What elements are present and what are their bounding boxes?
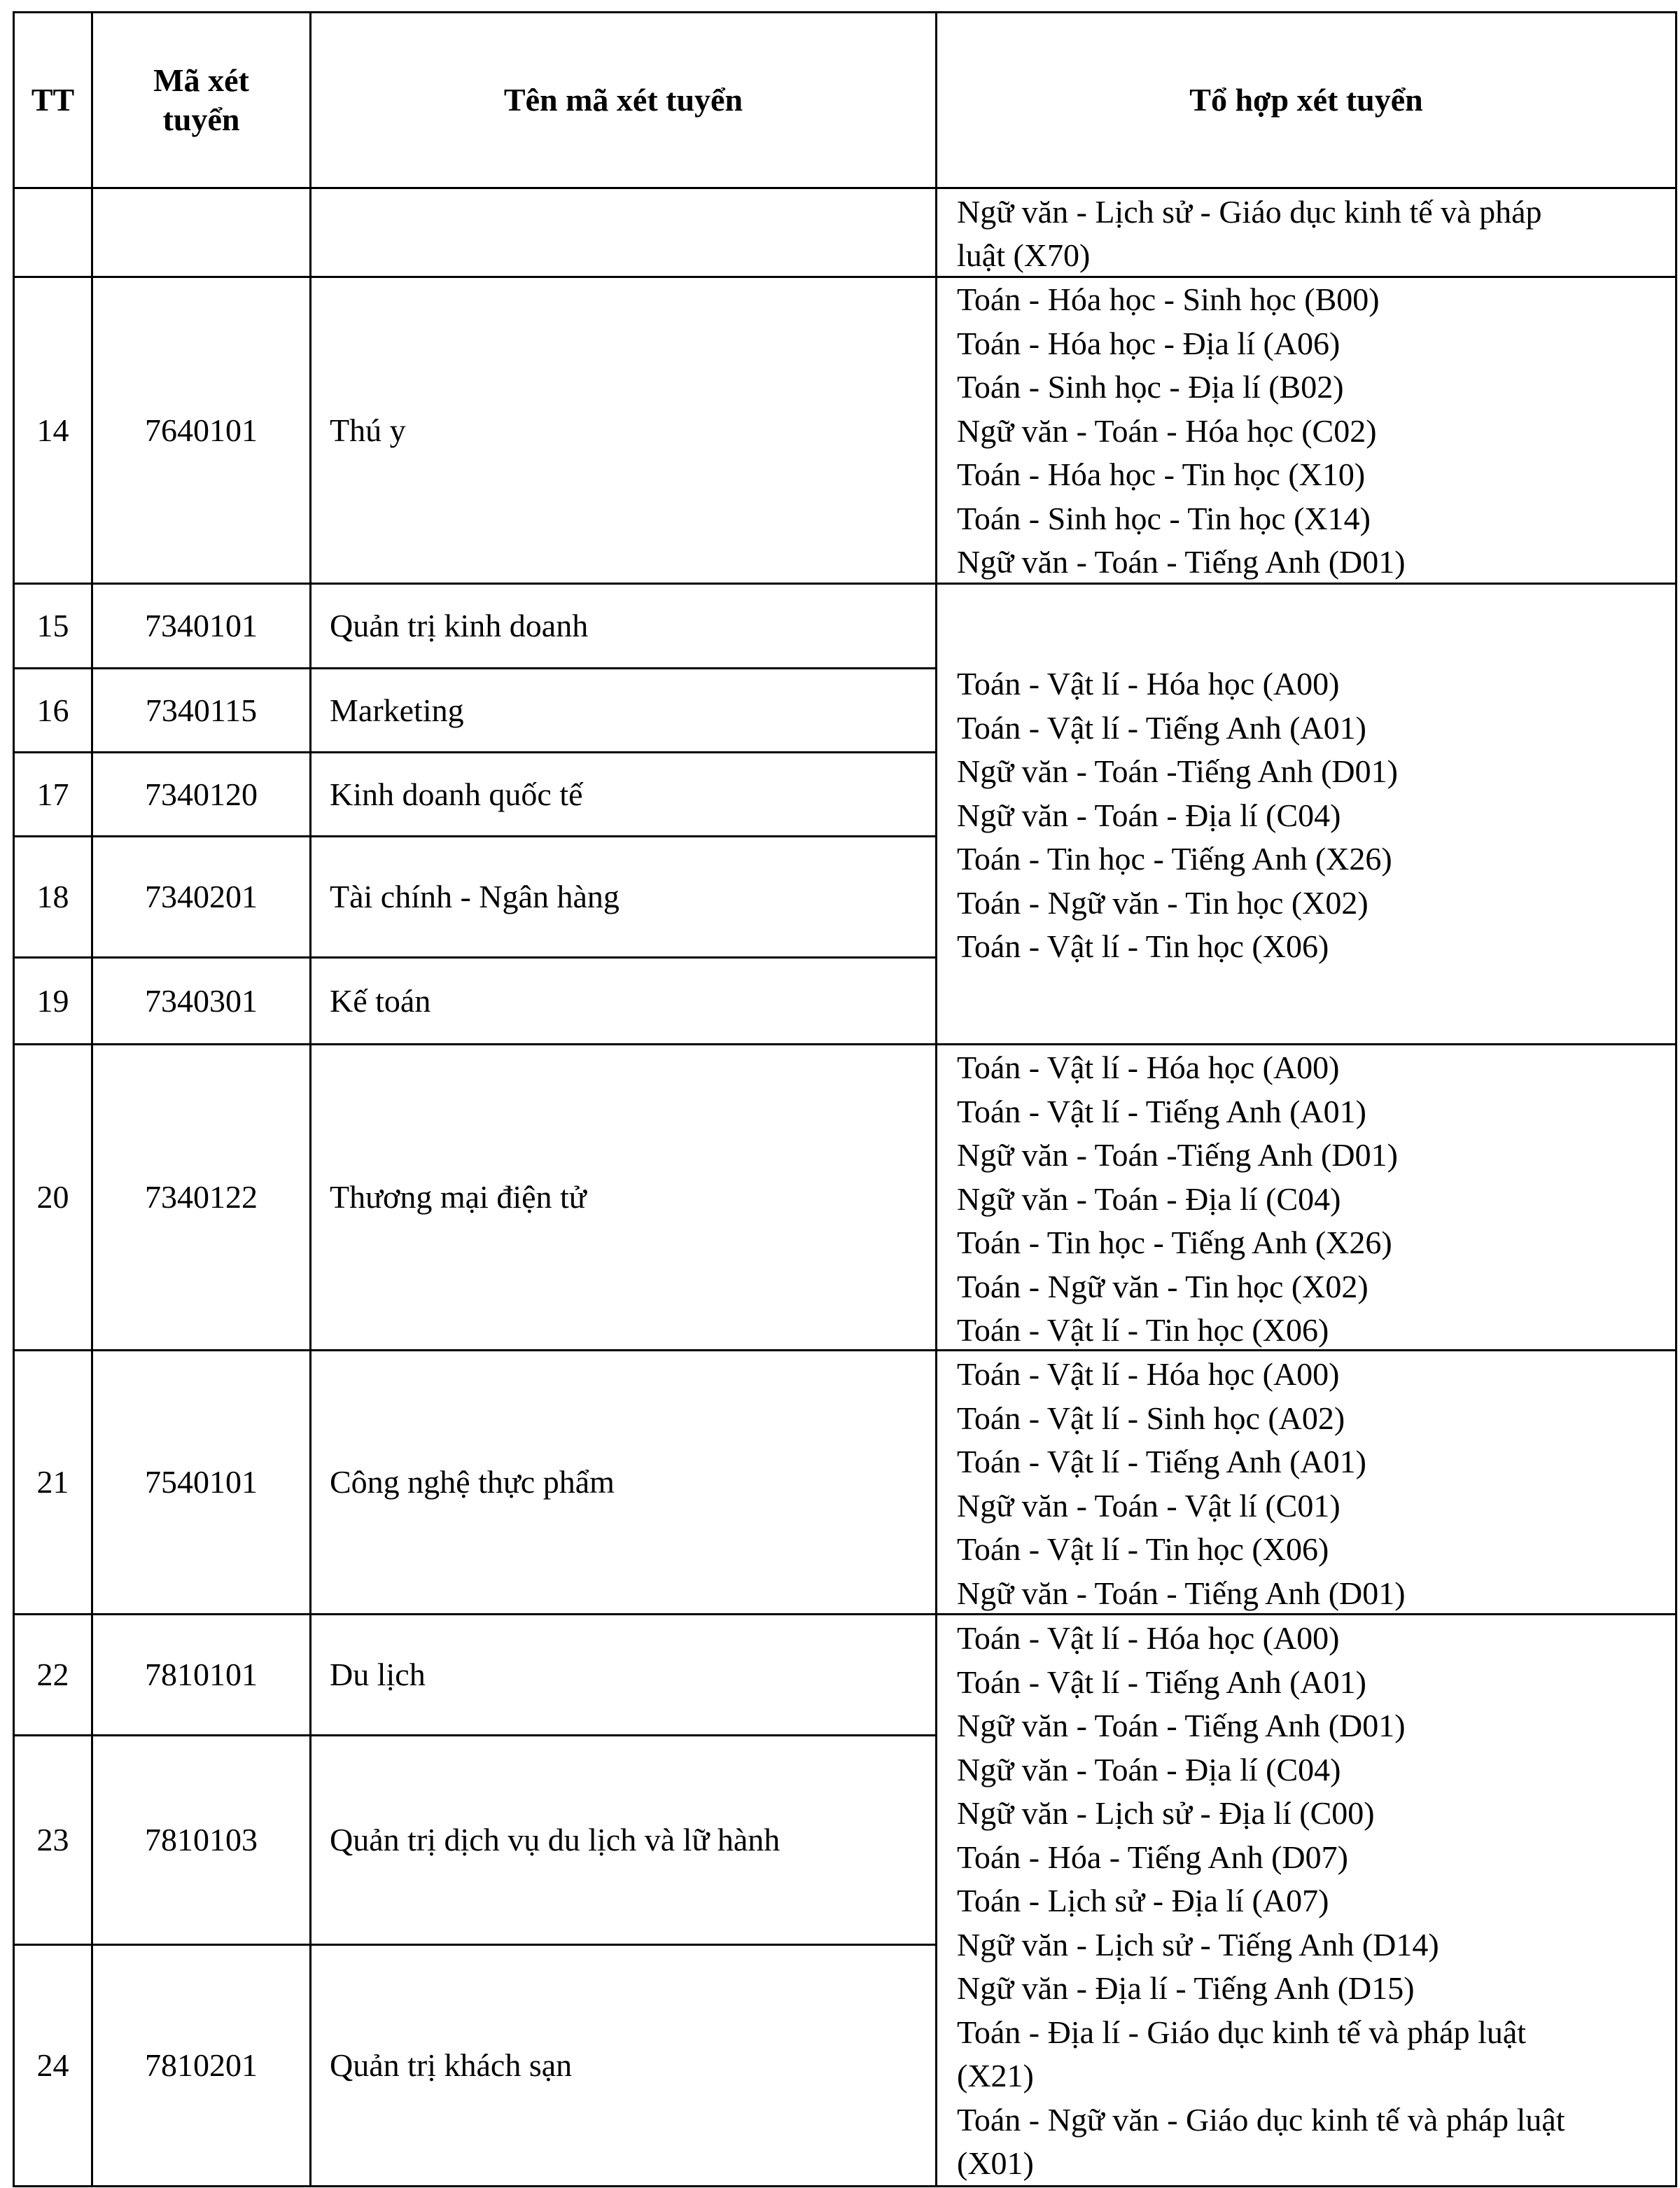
combo-line: Ngữ văn - Toán - Tiếng Anh (D01)	[957, 544, 1406, 580]
row-14-name	[312, 278, 935, 583]
combo-line: Ngữ văn - Toán - Địa lí (C04)	[957, 1751, 1341, 1788]
combo-line: Ngữ văn - Lịch sử - Địa lí (C00)	[957, 1795, 1375, 1831]
code-value: 7340301	[145, 982, 258, 1019]
row-24-code	[93, 1946, 309, 2185]
row-22-tt	[15, 1615, 91, 1734]
row-23-code	[93, 1736, 309, 1944]
row-16-tt	[15, 669, 91, 751]
combo-line: Toán - Ngữ văn - Giáo dục kinh tế và pháp luật	[957, 2101, 1565, 2138]
row-19-name	[312, 959, 935, 1043]
header-name-label: Tên mã xét tuyển	[503, 82, 743, 118]
combo-line: Toán - Vật lí - Tin học (X06)	[957, 928, 1329, 964]
combo-line: Toán - Vật lí - Tiếng Anh (A01)	[957, 1664, 1366, 1700]
row-14-code	[93, 278, 309, 583]
rule-header-bottom	[13, 187, 1677, 189]
header-code	[93, 13, 309, 187]
combo-line: Toán - Hóa học - Địa lí (A06)	[957, 325, 1340, 361]
name-value: Quản trị kinh doanh	[330, 608, 589, 643]
row-21-tt	[15, 1351, 91, 1613]
header-tt	[15, 13, 91, 187]
combo-group-20	[957, 1046, 1671, 1353]
row-24-tt	[15, 1946, 91, 2185]
code-value: 7340122	[145, 1179, 258, 1215]
row-21-code	[93, 1351, 309, 1613]
combo-group-14	[957, 278, 1671, 585]
combo-line: Toán - Lịch sử - Địa lí (A07)	[957, 1883, 1329, 1918]
combo-line: Toán - Hóa học - Sinh học (B00)	[957, 281, 1380, 317]
row-23-name	[312, 1736, 935, 1944]
code-value: 7340115	[145, 692, 258, 728]
name-value: Quản trị khách sạn	[330, 2047, 573, 2083]
combo-line: Toán - Vật lí - Tiếng Anh (A01)	[957, 709, 1366, 746]
tt-value: 17	[36, 776, 69, 812]
name-value: Quản trị dịch vụ du lịch và lữ hành	[330, 1822, 780, 1858]
combo-line: Toán - Sinh học - Địa lí (B02)	[957, 369, 1344, 405]
combo-group-15-19	[957, 662, 1671, 969]
rule-col-right	[1675, 11, 1677, 2187]
row-18-tt	[15, 837, 91, 956]
code-value: 7810201	[145, 2047, 258, 2083]
code-value: 7540101	[145, 1464, 258, 1500]
header-code-line2: tuyển	[162, 102, 240, 137]
code-value: 7640101	[145, 412, 258, 448]
name-value: Kinh doanh quốc tế	[330, 776, 583, 812]
combo-line: Ngữ văn - Toán - Hóa học (C02)	[957, 412, 1377, 449]
code-value: 7340101	[145, 608, 258, 643]
name-value: Thương mại điện tử	[330, 1179, 587, 1215]
name-value: Du lịch	[330, 1657, 426, 1692]
combo-line: Toán - Sinh học - Tin học (X14)	[957, 500, 1371, 536]
tt-value: 21	[36, 1464, 69, 1500]
tt-value: 18	[36, 879, 69, 914]
row-20-code	[93, 1045, 309, 1349]
combo-line: Toán - Vật lí - Tiếng Anh (A01)	[957, 1093, 1366, 1129]
row-15-name	[312, 585, 935, 667]
row-14-tt	[15, 278, 91, 583]
combo-line: (X21)	[957, 2058, 1034, 2093]
header-combos-label: Tổ hợp xét tuyển	[1189, 82, 1423, 118]
continuation-combos	[957, 190, 1671, 277]
code-value: 7340201	[145, 879, 258, 914]
row-15-tt	[15, 585, 91, 667]
row-22-code	[93, 1615, 309, 1734]
combo-line: Ngữ văn - Toán - Tiếng Anh (D01)	[957, 1575, 1406, 1611]
combo-line: Ngữ văn - Toán - Tiếng Anh (D01)	[957, 1708, 1406, 1743]
code-value: 7810101	[145, 1657, 258, 1692]
combo-line: Toán - Vật lí - Hóa học (A00)	[957, 1050, 1340, 1085]
combo-line: Toán - Ngữ văn - Tin học (X02)	[957, 1268, 1368, 1304]
combo-line: Ngữ văn - Toán - Địa lí (C04)	[957, 1180, 1341, 1217]
tt-value: 14	[36, 412, 69, 448]
combo-line: Toán - Vật lí - Sinh học (A02)	[957, 1400, 1345, 1436]
tt-value: 19	[36, 982, 69, 1019]
code-value: 7340120	[145, 776, 258, 812]
name-value: Marketing	[330, 692, 464, 728]
row-21-name	[312, 1351, 935, 1613]
name-value: Thú y	[330, 412, 406, 448]
row-24-name	[312, 1946, 935, 2185]
combo-line: Ngữ văn - Lịch sử - Giáo dục kinh tế và pháp	[957, 194, 1542, 230]
row-18-code	[93, 837, 309, 956]
tt-value: 22	[36, 1657, 69, 1692]
combo-line: Toán - Vật lí - Hóa học (A00)	[957, 666, 1340, 702]
combo-line: Ngữ văn - Địa lí - Tiếng Anh (D15)	[957, 1970, 1415, 2006]
row-16-name	[312, 669, 935, 751]
row-22-name	[312, 1615, 935, 1734]
header-code-line1: Mã xét	[153, 62, 249, 98]
combo-line: Toán - Vật lí - Tin học (X06)	[957, 1312, 1329, 1348]
admission-table	[13, 11, 1677, 2187]
rule-col-name	[935, 11, 937, 2187]
row-15-code	[93, 585, 309, 667]
combo-line: Toán - Hóa - Tiếng Anh (D07)	[957, 1839, 1348, 1875]
row-23-tt	[15, 1736, 91, 1944]
combo-line: Toán - Vật lí - Hóa học (A00)	[957, 1620, 1340, 1656]
row-20-name	[312, 1045, 935, 1349]
combo-line: Ngữ văn - Toán - Địa lí (C04)	[957, 797, 1341, 833]
name-value: Kế toán	[330, 982, 431, 1019]
combo-line: Toán - Địa lí - Giáo dục kinh tế và pháp luật	[957, 2014, 1527, 2050]
header-name	[312, 13, 935, 187]
combo-line: Ngữ văn - Toán -Tiếng Anh (D01)	[957, 753, 1398, 789]
combo-line: luật (X70)	[957, 237, 1091, 273]
combo-line: Ngữ văn - Lịch sử - Tiếng Anh (D14)	[957, 1926, 1439, 1963]
row-17-tt	[15, 753, 91, 835]
combo-line: Toán - Vật lí - Tin học (X06)	[957, 1531, 1329, 1567]
name-value: Tài chính - Ngân hàng	[330, 879, 620, 914]
combo-group-21	[957, 1353, 1671, 1615]
combo-line: Toán - Hóa học - Tin học (X10)	[957, 457, 1366, 492]
row-17-code	[93, 753, 309, 835]
row-20-tt	[15, 1045, 91, 1349]
combo-group-22-24	[957, 1617, 1671, 2186]
tt-value: 20	[36, 1179, 69, 1215]
tt-value: 15	[36, 608, 69, 643]
combo-line: Toán - Vật lí - Tiếng Anh (A01)	[957, 1444, 1366, 1479]
code-value: 7810103	[145, 1822, 258, 1858]
tt-value: 23	[36, 1822, 69, 1858]
header-combos	[937, 13, 1675, 187]
row-19-code	[93, 959, 309, 1043]
row-19-tt	[15, 959, 91, 1043]
header-tt-label: TT	[31, 82, 75, 118]
row-18-name	[312, 837, 935, 956]
combo-line: Toán - Ngữ văn - Tin học (X02)	[957, 884, 1368, 921]
combo-line: (X01)	[957, 2145, 1034, 2181]
combo-line: Ngữ văn - Toán -Tiếng Anh (D01)	[957, 1137, 1398, 1173]
combo-line: Toán - Tin học - Tiếng Anh (X26)	[957, 1225, 1392, 1260]
row-16-code	[93, 669, 309, 751]
combo-line: Toán - Tin học - Tiếng Anh (X26)	[957, 841, 1392, 877]
combo-line: Toán - Vật lí - Hóa học (A00)	[957, 1356, 1340, 1392]
combo-line: Ngữ văn - Toán - Vật lí (C01)	[957, 1487, 1340, 1524]
row-17-name	[312, 753, 935, 835]
tt-value: 24	[36, 2047, 69, 2083]
tt-value: 16	[36, 692, 69, 728]
name-value: Công nghệ thực phẩm	[330, 1464, 615, 1500]
